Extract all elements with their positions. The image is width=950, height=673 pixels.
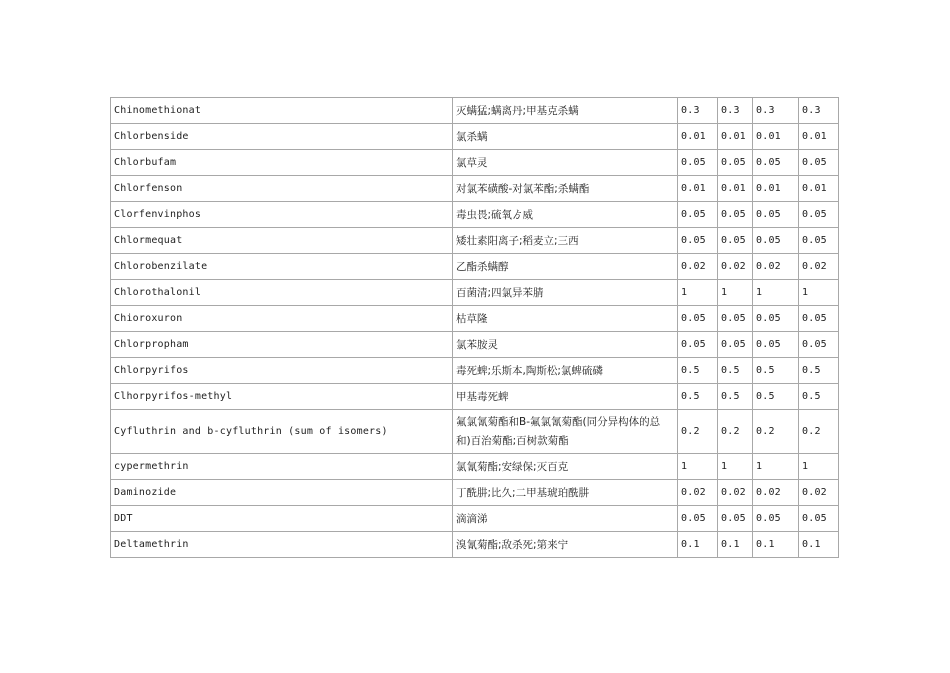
table-body xyxy=(111,98,839,558)
limit-value-cell-3: 0.1 xyxy=(753,532,799,558)
limit-value-cell-4: 0.05 xyxy=(799,332,839,358)
residue-limits-sheet xyxy=(110,97,839,558)
table-row xyxy=(111,280,839,306)
limit-value-cell-3: 0.5 xyxy=(753,358,799,384)
chinese-name-cell: 溴氰菊酯;敌杀死;第来宁 xyxy=(453,532,678,558)
limit-value-cell-2: 0.5 xyxy=(718,358,753,384)
limit-value-cell-3: 0.05 xyxy=(753,306,799,332)
table-row xyxy=(111,410,839,454)
limit-value-cell-3: 0.05 xyxy=(753,202,799,228)
table-row xyxy=(111,202,839,228)
table-row xyxy=(111,124,839,150)
limit-value-cell-2: 0.05 xyxy=(718,228,753,254)
limit-value-cell-4: 0.02 xyxy=(799,254,839,280)
limit-value-cell-3: 0.02 xyxy=(753,480,799,506)
table-row xyxy=(111,454,839,480)
pesticide-name-cell: Chioroxuron xyxy=(111,306,453,332)
limit-value-cell-2: 0.05 xyxy=(718,332,753,358)
pesticide-name-cell: Chlorfenson xyxy=(111,176,453,202)
limit-value-cell-1: 0.05 xyxy=(678,306,718,332)
limit-value-cell-1: 0.5 xyxy=(678,384,718,410)
limit-value-cell-4: 0.5 xyxy=(799,384,839,410)
table-row xyxy=(111,306,839,332)
pesticide-name-cell: Chlorpropham xyxy=(111,332,453,358)
chinese-name-cell: 毒死蜱;乐斯本,陶斯松;氯蜱硫磷 xyxy=(453,358,678,384)
limit-value-cell-1: 0.05 xyxy=(678,506,718,532)
pesticide-name-cell: Deltamethrin xyxy=(111,532,453,558)
chinese-name-cell: 氟氯氰菊酯和B-氟氯氰菊酯(同分异构体的总和)百治菊酯;百树款菊酯 xyxy=(453,410,678,454)
chinese-name-cell: 氯杀螨 xyxy=(453,124,678,150)
table-row xyxy=(111,176,839,202)
limit-value-cell-2: 0.05 xyxy=(718,150,753,176)
limit-value-cell-3: 0.05 xyxy=(753,228,799,254)
limit-value-cell-2: 0.5 xyxy=(718,384,753,410)
pesticide-name-cell: Chlorobenzilate xyxy=(111,254,453,280)
limit-value-cell-1: 0.05 xyxy=(678,202,718,228)
chinese-name-cell: 枯草隆 xyxy=(453,306,678,332)
limit-value-cell-2: 1 xyxy=(718,454,753,480)
limit-value-cell-4: 0.1 xyxy=(799,532,839,558)
limit-value-cell-2: 0.3 xyxy=(718,98,753,124)
limit-value-cell-2: 1 xyxy=(718,280,753,306)
limit-value-cell-4: 0.05 xyxy=(799,506,839,532)
limit-value-cell-1: 0.2 xyxy=(678,410,718,454)
chinese-name-cell: 氯苯胺灵 xyxy=(453,332,678,358)
limit-value-cell-4: 0.02 xyxy=(799,480,839,506)
limit-value-cell-4: 0.05 xyxy=(799,150,839,176)
limit-value-cell-2: 0.05 xyxy=(718,506,753,532)
table-row xyxy=(111,384,839,410)
table-row xyxy=(111,332,839,358)
pesticide-name-cell: Chlorothalonil xyxy=(111,280,453,306)
table-row xyxy=(111,532,839,558)
chinese-name-cell: 毒虫畏;硫氧ゟ威 xyxy=(453,202,678,228)
limit-value-cell-2: 0.2 xyxy=(718,410,753,454)
table-row xyxy=(111,358,839,384)
limit-value-cell-4: 0.05 xyxy=(799,202,839,228)
limit-value-cell-1: 0.05 xyxy=(678,332,718,358)
limit-value-cell-2: 0.01 xyxy=(718,176,753,202)
limit-value-cell-4: 1 xyxy=(799,280,839,306)
pesticide-name-cell: cypermethrin xyxy=(111,454,453,480)
limit-value-cell-2: 0.01 xyxy=(718,124,753,150)
pesticide-name-cell: Chlorbenside xyxy=(111,124,453,150)
pesticide-name-cell: Chlorpyrifos xyxy=(111,358,453,384)
pesticide-name-cell: Daminozide xyxy=(111,480,453,506)
limit-value-cell-3: 0.05 xyxy=(753,506,799,532)
limit-value-cell-2: 0.1 xyxy=(718,532,753,558)
limit-value-cell-3: 0.05 xyxy=(753,150,799,176)
pesticide-name-cell: Chlormequat xyxy=(111,228,453,254)
limit-value-cell-2: 0.05 xyxy=(718,202,753,228)
limit-value-cell-1: 0.1 xyxy=(678,532,718,558)
limit-value-cell-2: 0.02 xyxy=(718,480,753,506)
limit-value-cell-4: 0.3 xyxy=(799,98,839,124)
limit-value-cell-1: 0.5 xyxy=(678,358,718,384)
chinese-name-cell: 乙酯杀螨醇 xyxy=(453,254,678,280)
limit-value-cell-4: 0.01 xyxy=(799,124,839,150)
limit-value-cell-1: 0.05 xyxy=(678,150,718,176)
limit-value-cell-1: 1 xyxy=(678,280,718,306)
limit-value-cell-3: 0.3 xyxy=(753,98,799,124)
chinese-name-cell: 甲基毒死蜱 xyxy=(453,384,678,410)
limit-value-cell-2: 0.05 xyxy=(718,306,753,332)
table-row xyxy=(111,480,839,506)
chinese-name-cell: 灭螨猛;螨离丹;甲基克杀螨 xyxy=(453,98,678,124)
limit-value-cell-3: 0.01 xyxy=(753,176,799,202)
table-row xyxy=(111,150,839,176)
residue-limits-table xyxy=(110,97,839,558)
limit-value-cell-4: 0.2 xyxy=(799,410,839,454)
limit-value-cell-3: 0.05 xyxy=(753,332,799,358)
table-row xyxy=(111,98,839,124)
chinese-name-cell: 氯氰菊酯;安绿保;灭百克 xyxy=(453,454,678,480)
limit-value-cell-3: 1 xyxy=(753,454,799,480)
limit-value-cell-1: 0.01 xyxy=(678,124,718,150)
limit-value-cell-3: 1 xyxy=(753,280,799,306)
limit-value-cell-3: 0.2 xyxy=(753,410,799,454)
limit-value-cell-2: 0.02 xyxy=(718,254,753,280)
chinese-name-cell: 百菌清;四氯异苯腈 xyxy=(453,280,678,306)
pesticide-name-cell: Cyfluthrin and b-cyfluthrin (sum of isomers) xyxy=(111,410,453,454)
limit-value-cell-4: 0.5 xyxy=(799,358,839,384)
limit-value-cell-1: 0.02 xyxy=(678,254,718,280)
chinese-name-cell: 丁酰肼;比久;二甲基琥珀酰肼 xyxy=(453,480,678,506)
limit-value-cell-1: 1 xyxy=(678,454,718,480)
table-row xyxy=(111,506,839,532)
limit-value-cell-1: 0.05 xyxy=(678,228,718,254)
table-row xyxy=(111,254,839,280)
limit-value-cell-3: 0.5 xyxy=(753,384,799,410)
pesticide-name-cell: Chlorbufam xyxy=(111,150,453,176)
limit-value-cell-3: 0.02 xyxy=(753,254,799,280)
limit-value-cell-4: 0.05 xyxy=(799,306,839,332)
limit-value-cell-4: 0.05 xyxy=(799,228,839,254)
chinese-name-cell: 滴滴涕 xyxy=(453,506,678,532)
pesticide-name-cell: Chinomethionat xyxy=(111,98,453,124)
pesticide-name-cell: DDT xyxy=(111,506,453,532)
limit-value-cell-4: 1 xyxy=(799,454,839,480)
limit-value-cell-3: 0.01 xyxy=(753,124,799,150)
chinese-name-cell: 对氯苯磺酸-对氯苯酯;杀螨酯 xyxy=(453,176,678,202)
limit-value-cell-1: 0.02 xyxy=(678,480,718,506)
limit-value-cell-1: 0.01 xyxy=(678,176,718,202)
table-row xyxy=(111,228,839,254)
pesticide-name-cell: Clhorpyrifos-methyl xyxy=(111,384,453,410)
chinese-name-cell: 矮壮素阳离子;稻麦立;三西 xyxy=(453,228,678,254)
limit-value-cell-1: 0.3 xyxy=(678,98,718,124)
limit-value-cell-4: 0.01 xyxy=(799,176,839,202)
pesticide-name-cell: Clorfenvinphos xyxy=(111,202,453,228)
chinese-name-cell: 氯草灵 xyxy=(453,150,678,176)
